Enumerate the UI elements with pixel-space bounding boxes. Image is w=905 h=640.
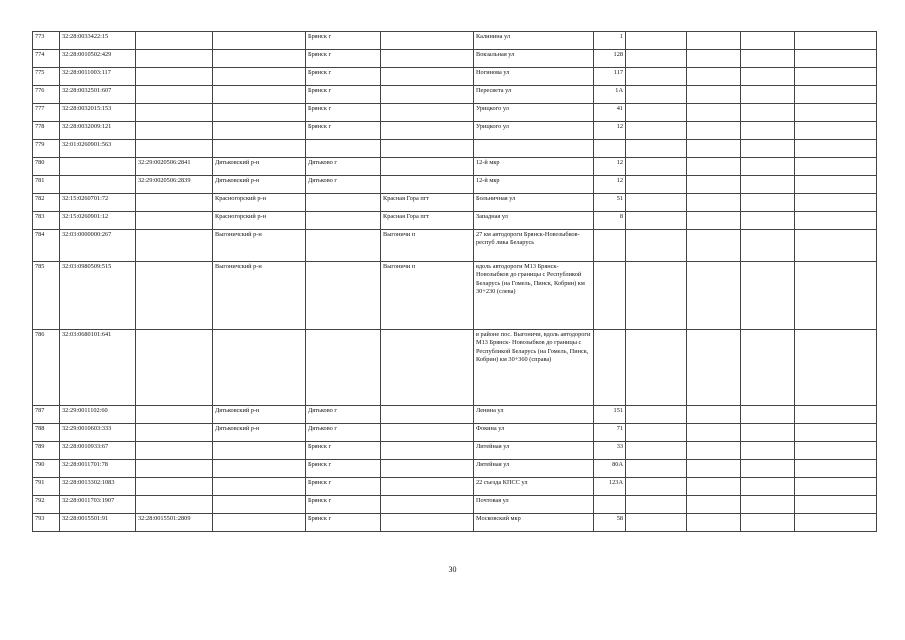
cadastral-number-cell: 32:28:0032009:121 <box>60 122 136 140</box>
settlement-cell: Красная Гора пгт <box>381 212 474 230</box>
empty-cell <box>687 424 741 442</box>
street-cell: Литейная ул <box>474 460 594 478</box>
table-row <box>33 122 877 140</box>
cadastral-number-cell: 32:28:0033422:15 <box>60 32 136 50</box>
empty-cell <box>626 212 687 230</box>
settlement-cell <box>381 104 474 122</box>
district-cell: Дятьковский р-н <box>213 176 306 194</box>
city-cell <box>306 330 381 406</box>
row-number-cell: 780 <box>33 158 60 176</box>
street-cell: Урицкого ул <box>474 104 594 122</box>
cadastral-number-2-cell <box>136 478 213 496</box>
street-cell: Московский мкр <box>474 514 594 532</box>
house-number-cell: 41 <box>594 104 626 122</box>
cadastral-number-cell: 32:28:0011703:1907 <box>60 496 136 514</box>
empty-cell <box>795 442 877 460</box>
cadastral-number-2-cell <box>136 194 213 212</box>
district-cell <box>213 514 306 532</box>
district-cell: Выгоничский р-н <box>213 230 306 262</box>
cadastral-number-cell: 32:03:0680101:641 <box>60 330 136 406</box>
empty-cell <box>741 424 795 442</box>
city-cell <box>306 262 381 330</box>
empty-cell <box>741 330 795 406</box>
city-cell: Брянск г <box>306 460 381 478</box>
empty-cell <box>626 496 687 514</box>
district-cell <box>213 50 306 68</box>
table-row <box>33 50 877 68</box>
city-cell <box>306 194 381 212</box>
cadastral-number-2-cell <box>136 212 213 230</box>
cadastral-number-2-cell <box>136 86 213 104</box>
empty-cell <box>741 104 795 122</box>
street-cell: 22 съезда КПСС ул <box>474 478 594 496</box>
settlement-cell <box>381 176 474 194</box>
settlement-cell <box>381 330 474 406</box>
cadastral-number-cell: 32:03:0980509:515 <box>60 262 136 330</box>
cadastral-number-2-cell <box>136 122 213 140</box>
district-cell <box>213 32 306 50</box>
empty-cell <box>626 406 687 424</box>
empty-cell <box>687 514 741 532</box>
street-cell: Фокина ул <box>474 424 594 442</box>
settlement-cell <box>381 496 474 514</box>
table-row <box>33 330 877 406</box>
city-cell: Брянск г <box>306 68 381 86</box>
street-cell: Вокзальная ул <box>474 50 594 68</box>
empty-cell <box>741 212 795 230</box>
settlement-cell <box>381 158 474 176</box>
house-number-cell <box>594 496 626 514</box>
empty-cell <box>741 50 795 68</box>
street-cell: 12-й мкр <box>474 158 594 176</box>
house-number-cell: 117 <box>594 68 626 86</box>
table-row <box>33 140 877 158</box>
empty-cell <box>795 478 877 496</box>
settlement-cell <box>381 86 474 104</box>
empty-cell <box>795 330 877 406</box>
house-number-cell <box>594 140 626 158</box>
empty-cell <box>795 86 877 104</box>
house-number-cell: 33 <box>594 442 626 460</box>
street-cell: Больничная ул <box>474 194 594 212</box>
house-number-cell: 12 <box>594 176 626 194</box>
table-row <box>33 86 877 104</box>
cadastral-number-cell: 32:28:0010933:67 <box>60 442 136 460</box>
page-number: 30 <box>448 565 457 574</box>
house-number-cell: 123А <box>594 478 626 496</box>
row-number-cell: 777 <box>33 104 60 122</box>
cadastral-number-cell: 32:28:0010502:429 <box>60 50 136 68</box>
settlement-cell <box>381 406 474 424</box>
street-cell: Ленина ул <box>474 406 594 424</box>
empty-cell <box>626 122 687 140</box>
cadastral-number-2-cell <box>136 262 213 330</box>
empty-cell <box>687 176 741 194</box>
empty-cell <box>687 330 741 406</box>
empty-cell <box>741 514 795 532</box>
cadastral-number-2-cell <box>136 230 213 262</box>
house-number-cell: 12 <box>594 122 626 140</box>
row-number-cell: 774 <box>33 50 60 68</box>
settlement-cell <box>381 68 474 86</box>
city-cell: Брянск г <box>306 104 381 122</box>
cadastral-number-2-cell: 32:29:0020506:2841 <box>136 158 213 176</box>
empty-cell <box>741 478 795 496</box>
house-number-cell: 12 <box>594 158 626 176</box>
city-cell <box>306 230 381 262</box>
empty-cell <box>687 68 741 86</box>
street-cell: вдоль автодороги М13 Брянск- Новозыбков до границы с Республикой Беларусь (на Гомель, Пинск, Кобрин) км 30+230 (слева) <box>474 262 594 330</box>
cadastral-number-cell: 32:28:0032015:153 <box>60 104 136 122</box>
row-number-cell: 779 <box>33 140 60 158</box>
empty-cell <box>795 122 877 140</box>
empty-cell <box>741 496 795 514</box>
empty-cell <box>795 68 877 86</box>
house-number-cell <box>594 262 626 330</box>
district-cell <box>213 68 306 86</box>
empty-cell <box>626 478 687 496</box>
street-cell: 12-й мкр <box>474 176 594 194</box>
street-cell: Западная ул <box>474 212 594 230</box>
table-row <box>33 424 877 442</box>
row-number-cell: 791 <box>33 478 60 496</box>
cadastral-number-cell: 32:28:0015501:91 <box>60 514 136 532</box>
district-cell: Выгоничский р-н <box>213 262 306 330</box>
cadastral-number-cell: 32:28:0013302:1083 <box>60 478 136 496</box>
empty-cell <box>795 424 877 442</box>
empty-cell <box>626 424 687 442</box>
empty-cell <box>626 104 687 122</box>
district-cell: Дятьковский р-н <box>213 406 306 424</box>
city-cell: Дятьково г <box>306 406 381 424</box>
empty-cell <box>687 262 741 330</box>
empty-cell <box>626 262 687 330</box>
empty-cell <box>741 32 795 50</box>
empty-cell <box>626 330 687 406</box>
cadastral-number-2-cell <box>136 140 213 158</box>
city-cell: Дятьково г <box>306 176 381 194</box>
empty-cell <box>626 86 687 104</box>
street-cell: Ногинова ул <box>474 68 594 86</box>
empty-cell <box>795 158 877 176</box>
settlement-cell <box>381 514 474 532</box>
settlement-cell <box>381 478 474 496</box>
empty-cell <box>687 460 741 478</box>
table-row <box>33 104 877 122</box>
empty-cell <box>741 406 795 424</box>
row-number-cell: 781 <box>33 176 60 194</box>
settlement-cell <box>381 122 474 140</box>
row-number-cell: 788 <box>33 424 60 442</box>
settlement-cell: Выгоничи п <box>381 230 474 262</box>
district-cell: Красногорский р-н <box>213 212 306 230</box>
empty-cell <box>741 442 795 460</box>
street-cell: Литейная ул <box>474 442 594 460</box>
cadastral-number-cell: 32:28:0032501:607 <box>60 86 136 104</box>
street-cell: Пересвета ул <box>474 86 594 104</box>
district-cell <box>213 496 306 514</box>
cadastral-number-cell <box>60 176 136 194</box>
cadastral-number-cell: 32:29:0011102:60 <box>60 406 136 424</box>
empty-cell <box>687 442 741 460</box>
city-cell: Брянск г <box>306 86 381 104</box>
empty-cell <box>795 460 877 478</box>
cadastral-number-2-cell <box>136 460 213 478</box>
empty-cell <box>795 32 877 50</box>
house-number-cell <box>594 330 626 406</box>
empty-cell <box>626 68 687 86</box>
table-row <box>33 158 877 176</box>
empty-cell <box>626 514 687 532</box>
empty-cell <box>687 406 741 424</box>
house-number-cell: 1А <box>594 86 626 104</box>
empty-cell <box>741 230 795 262</box>
row-number-cell: 783 <box>33 212 60 230</box>
empty-cell <box>687 86 741 104</box>
empty-cell <box>795 514 877 532</box>
district-cell <box>213 86 306 104</box>
table-row <box>33 460 877 478</box>
cadastral-number-2-cell: 32:28:0015501:2809 <box>136 514 213 532</box>
city-cell <box>306 140 381 158</box>
row-number-cell: 793 <box>33 514 60 532</box>
house-number-cell: 71 <box>594 424 626 442</box>
cadastral-number-2-cell <box>136 330 213 406</box>
street-cell: Урицкого ул <box>474 122 594 140</box>
cadastral-number-cell: 32:15:0260701:72 <box>60 194 136 212</box>
empty-cell <box>687 32 741 50</box>
empty-cell <box>687 230 741 262</box>
empty-cell <box>626 230 687 262</box>
empty-cell <box>741 158 795 176</box>
row-number-cell: 784 <box>33 230 60 262</box>
row-number-cell: 786 <box>33 330 60 406</box>
row-number-cell: 776 <box>33 86 60 104</box>
city-cell: Дятьково г <box>306 424 381 442</box>
empty-cell <box>687 478 741 496</box>
empty-cell <box>741 176 795 194</box>
cadastral-number-2-cell <box>136 50 213 68</box>
empty-cell <box>626 158 687 176</box>
empty-cell <box>626 194 687 212</box>
district-cell <box>213 104 306 122</box>
city-cell: Брянск г <box>306 496 381 514</box>
cadastral-number-cell: 32:28:0011701:78 <box>60 460 136 478</box>
empty-cell <box>795 406 877 424</box>
empty-cell <box>626 460 687 478</box>
empty-cell <box>626 32 687 50</box>
district-cell <box>213 122 306 140</box>
empty-cell <box>741 460 795 478</box>
empty-cell <box>626 140 687 158</box>
empty-cell <box>795 50 877 68</box>
row-number-cell: 789 <box>33 442 60 460</box>
table-row <box>33 194 877 212</box>
empty-cell <box>741 86 795 104</box>
settlement-cell <box>381 32 474 50</box>
empty-cell <box>741 262 795 330</box>
street-cell: в районе пос. Выгоничи, вдоль автодороги М13 Брянск- Новозыбков до границы с Республикой Беларусь (на Гомель, Пинск, Кобрин) км 30+360 (справа) <box>474 330 594 406</box>
empty-cell <box>687 104 741 122</box>
row-number-cell: 773 <box>33 32 60 50</box>
empty-cell <box>626 50 687 68</box>
district-cell: Красногорский р-н <box>213 194 306 212</box>
empty-cell <box>687 158 741 176</box>
cadastral-number-2-cell: 32:29:0020506:2839 <box>136 176 213 194</box>
cadastral-number-cell: 32:15:0260901:12 <box>60 212 136 230</box>
row-number-cell: 785 <box>33 262 60 330</box>
empty-cell <box>626 442 687 460</box>
street-cell: Калинина ул <box>474 32 594 50</box>
empty-cell <box>795 496 877 514</box>
district-cell <box>213 140 306 158</box>
empty-cell <box>687 212 741 230</box>
cadastral-number-2-cell <box>136 68 213 86</box>
district-cell <box>213 330 306 406</box>
district-cell: Дятьковский р-н <box>213 158 306 176</box>
city-cell: Брянск г <box>306 50 381 68</box>
table-row <box>33 514 877 532</box>
city-cell <box>306 212 381 230</box>
city-cell: Брянск г <box>306 442 381 460</box>
cadastral-number-cell: 32:29:0010603:333 <box>60 424 136 442</box>
city-cell: Брянск г <box>306 122 381 140</box>
house-number-cell: 128 <box>594 50 626 68</box>
house-number-cell <box>594 230 626 262</box>
row-number-cell: 778 <box>33 122 60 140</box>
row-number-cell: 790 <box>33 460 60 478</box>
city-cell: Брянск г <box>306 514 381 532</box>
empty-cell <box>741 68 795 86</box>
empty-cell <box>795 176 877 194</box>
settlement-cell: Красная Гора пгт <box>381 194 474 212</box>
table-row <box>33 32 877 50</box>
settlement-cell <box>381 460 474 478</box>
empty-cell <box>795 262 877 330</box>
cadastral-number-2-cell <box>136 496 213 514</box>
settlement-cell: Выгоничи п <box>381 262 474 330</box>
city-cell: Дятьково г <box>306 158 381 176</box>
table-row <box>33 212 877 230</box>
empty-cell <box>795 212 877 230</box>
table-row <box>33 262 877 330</box>
row-number-cell: 787 <box>33 406 60 424</box>
table-row <box>33 442 877 460</box>
table-row <box>33 496 877 514</box>
district-cell: Дятьковский р-н <box>213 424 306 442</box>
house-number-cell: 8 <box>594 212 626 230</box>
city-cell: Брянск г <box>306 478 381 496</box>
street-cell: Почтовая ул <box>474 496 594 514</box>
city-cell: Брянск г <box>306 32 381 50</box>
district-cell <box>213 442 306 460</box>
settlement-cell <box>381 50 474 68</box>
settlement-cell <box>381 140 474 158</box>
street-cell: 27 км автодороги Брянск-Новозыбков-респуб лика Беларусь <box>474 230 594 262</box>
row-number-cell: 782 <box>33 194 60 212</box>
table-row <box>33 68 877 86</box>
empty-cell <box>626 176 687 194</box>
settlement-cell <box>381 442 474 460</box>
house-number-cell: 80А <box>594 460 626 478</box>
empty-cell <box>741 194 795 212</box>
empty-cell <box>687 140 741 158</box>
cadastral-number-2-cell <box>136 442 213 460</box>
settlement-cell <box>381 424 474 442</box>
cadastral-number-cell <box>60 158 136 176</box>
cadastral-number-2-cell <box>136 104 213 122</box>
cadastral-number-cell: 32:01:0260901:563 <box>60 140 136 158</box>
empty-cell <box>795 140 877 158</box>
table-row <box>33 406 877 424</box>
empty-cell <box>795 230 877 262</box>
house-number-cell: 51 <box>594 194 626 212</box>
house-number-cell: 58 <box>594 514 626 532</box>
empty-cell <box>687 194 741 212</box>
house-number-cell: 1 <box>594 32 626 50</box>
register-table-body <box>33 32 877 532</box>
house-number-cell: 151 <box>594 406 626 424</box>
table-row <box>33 478 877 496</box>
district-cell <box>213 478 306 496</box>
cadastral-number-2-cell <box>136 424 213 442</box>
cadastral-number-2-cell <box>136 406 213 424</box>
register-table <box>32 31 877 532</box>
empty-cell <box>741 140 795 158</box>
row-number-cell: 792 <box>33 496 60 514</box>
district-cell <box>213 460 306 478</box>
empty-cell <box>741 122 795 140</box>
table-row <box>33 176 877 194</box>
cadastral-number-cell: 32:28:0011003:117 <box>60 68 136 86</box>
empty-cell <box>687 50 741 68</box>
street-cell <box>474 140 594 158</box>
cadastral-number-cell: 32:03:0000000:267 <box>60 230 136 262</box>
cadastral-number-2-cell <box>136 32 213 50</box>
empty-cell <box>687 122 741 140</box>
empty-cell <box>795 104 877 122</box>
empty-cell <box>687 496 741 514</box>
empty-cell <box>795 194 877 212</box>
row-number-cell: 775 <box>33 68 60 86</box>
table-row <box>33 230 877 262</box>
